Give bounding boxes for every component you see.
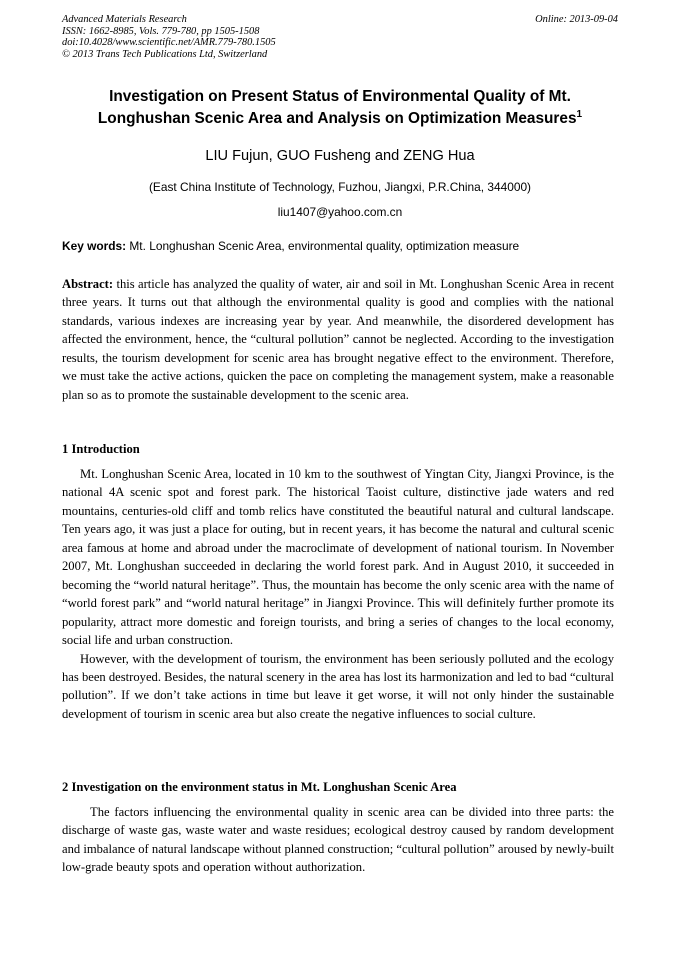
section-heading-introduction: 1 Introduction bbox=[62, 442, 140, 456]
introduction-body bbox=[62, 465, 614, 723]
online-date: Online: 2013-09-04 bbox=[535, 14, 618, 25]
copyright-line: © 2013 Trans Tech Publications Ltd, Switzerland bbox=[62, 48, 268, 60]
sec2-paragraph-1: The factors influencing the environmental quality in scenic area can be divided into three parts: the discharge of waste gas, waste water and waste residues; ecological destroy caused by random development and imbalance of natural landscape without planned construction; “cultural pollution” aroused by newly-built low-grade beauty spots and operation without authorization. bbox=[62, 805, 614, 875]
paper-title bbox=[62, 86, 618, 130]
title-footnote-mark: 1 bbox=[576, 108, 583, 120]
abstract-text: this article has analyzed the quality of water, air and soil in Mt. Longhushan Scenic Area in recent three years. It turns out that although the environmental quality is good and complies with the national standards, various indexes are increasing year by year. And meanwhile, the disordered development has affected the environment, hence, the “cultural pollution” cannot be neglected. According to the investigation results, the tourism development for scenic area has brought negative effect to the environment. Therefore, we must take the active actions, quicken the pace on completing the management system, make a reasonable plan so as to promote the sustainable development to the scenic area. bbox=[62, 277, 614, 402]
intro-paragraph-1: Mt. Longhushan Scenic Area, located in 10 km to the southwest of Yingtan City, Jiangxi Province, is the national 4A scenic spot and forest park. The historical Taoist culture, distinctive jade waters and red mountains, centuries-old cliff and tomb relics have constituted the beautiful natural and cultural landscape. Ten years ago, it was just a place for outing, but in recent years, it has become the natural and cultural scenic area famous at home and abroad under the macroclimate of development of national tourism. In November 2007, Mt. Longhushan succeeded in declaring the world forest park. And in August 2010, it succeeded in becoming the “world natural heritage”. Thus, the mountain has become the only scenic area with the name of “world forest park” and “world natural heritage” in Jiangxi Province. This will definitely further promote its popularity, attract more domestic and foreign tourists, and bring a series of changes to the local economy, social life and urban construction. bbox=[62, 467, 614, 648]
abstract bbox=[62, 275, 614, 404]
keywords-label: Key words: bbox=[62, 239, 127, 253]
authors: LIU Fujun, GUO Fusheng and ZENG Hua bbox=[205, 148, 475, 164]
abstract-label: Abstract: bbox=[62, 277, 114, 291]
author-email: liu1407@yahoo.com.cn bbox=[277, 205, 403, 219]
investigation-body bbox=[62, 803, 614, 877]
affiliation: (East China Institute of Technology, Fuzhou, Jiangxi, P.R.China, 344000) bbox=[148, 180, 532, 194]
title-line-1: Investigation on Present Status of Environmental Quality of Mt. bbox=[109, 88, 571, 105]
section-heading-investigation: 2 Investigation on the environment status in Mt. Longhushan Scenic Area bbox=[62, 780, 457, 794]
issn-line: ISSN: 1662-8985, Vols. 779-780, pp 1505-1508 bbox=[62, 25, 260, 37]
keywords bbox=[62, 239, 618, 254]
doi-line: doi:10.4028/www.scientific.net/AMR.779-780.1505 bbox=[62, 37, 276, 49]
title-line-2 bbox=[62, 108, 618, 130]
intro-paragraph-2: However, with the development of tourism, the environment has been seriously polluted and the ecology has been destroyed. Besides, the natural scenery in the area has lost its harmonization and led to bad “cultural pollution”. If we don’t take actions in time but leave it get worse, it will not only hinder the sustainable development of tourism in scenic area but also create the negative influences to social culture. bbox=[62, 651, 614, 721]
title-line-2-text: Longhushan Scenic Area and Analysis on Optimization Measures bbox=[97, 110, 577, 127]
keywords-text: Mt. Longhushan Scenic Area, environmental quality, optimization measure bbox=[126, 239, 520, 253]
journal-name: Advanced Materials Research bbox=[62, 14, 187, 25]
journal-header bbox=[62, 14, 618, 60]
